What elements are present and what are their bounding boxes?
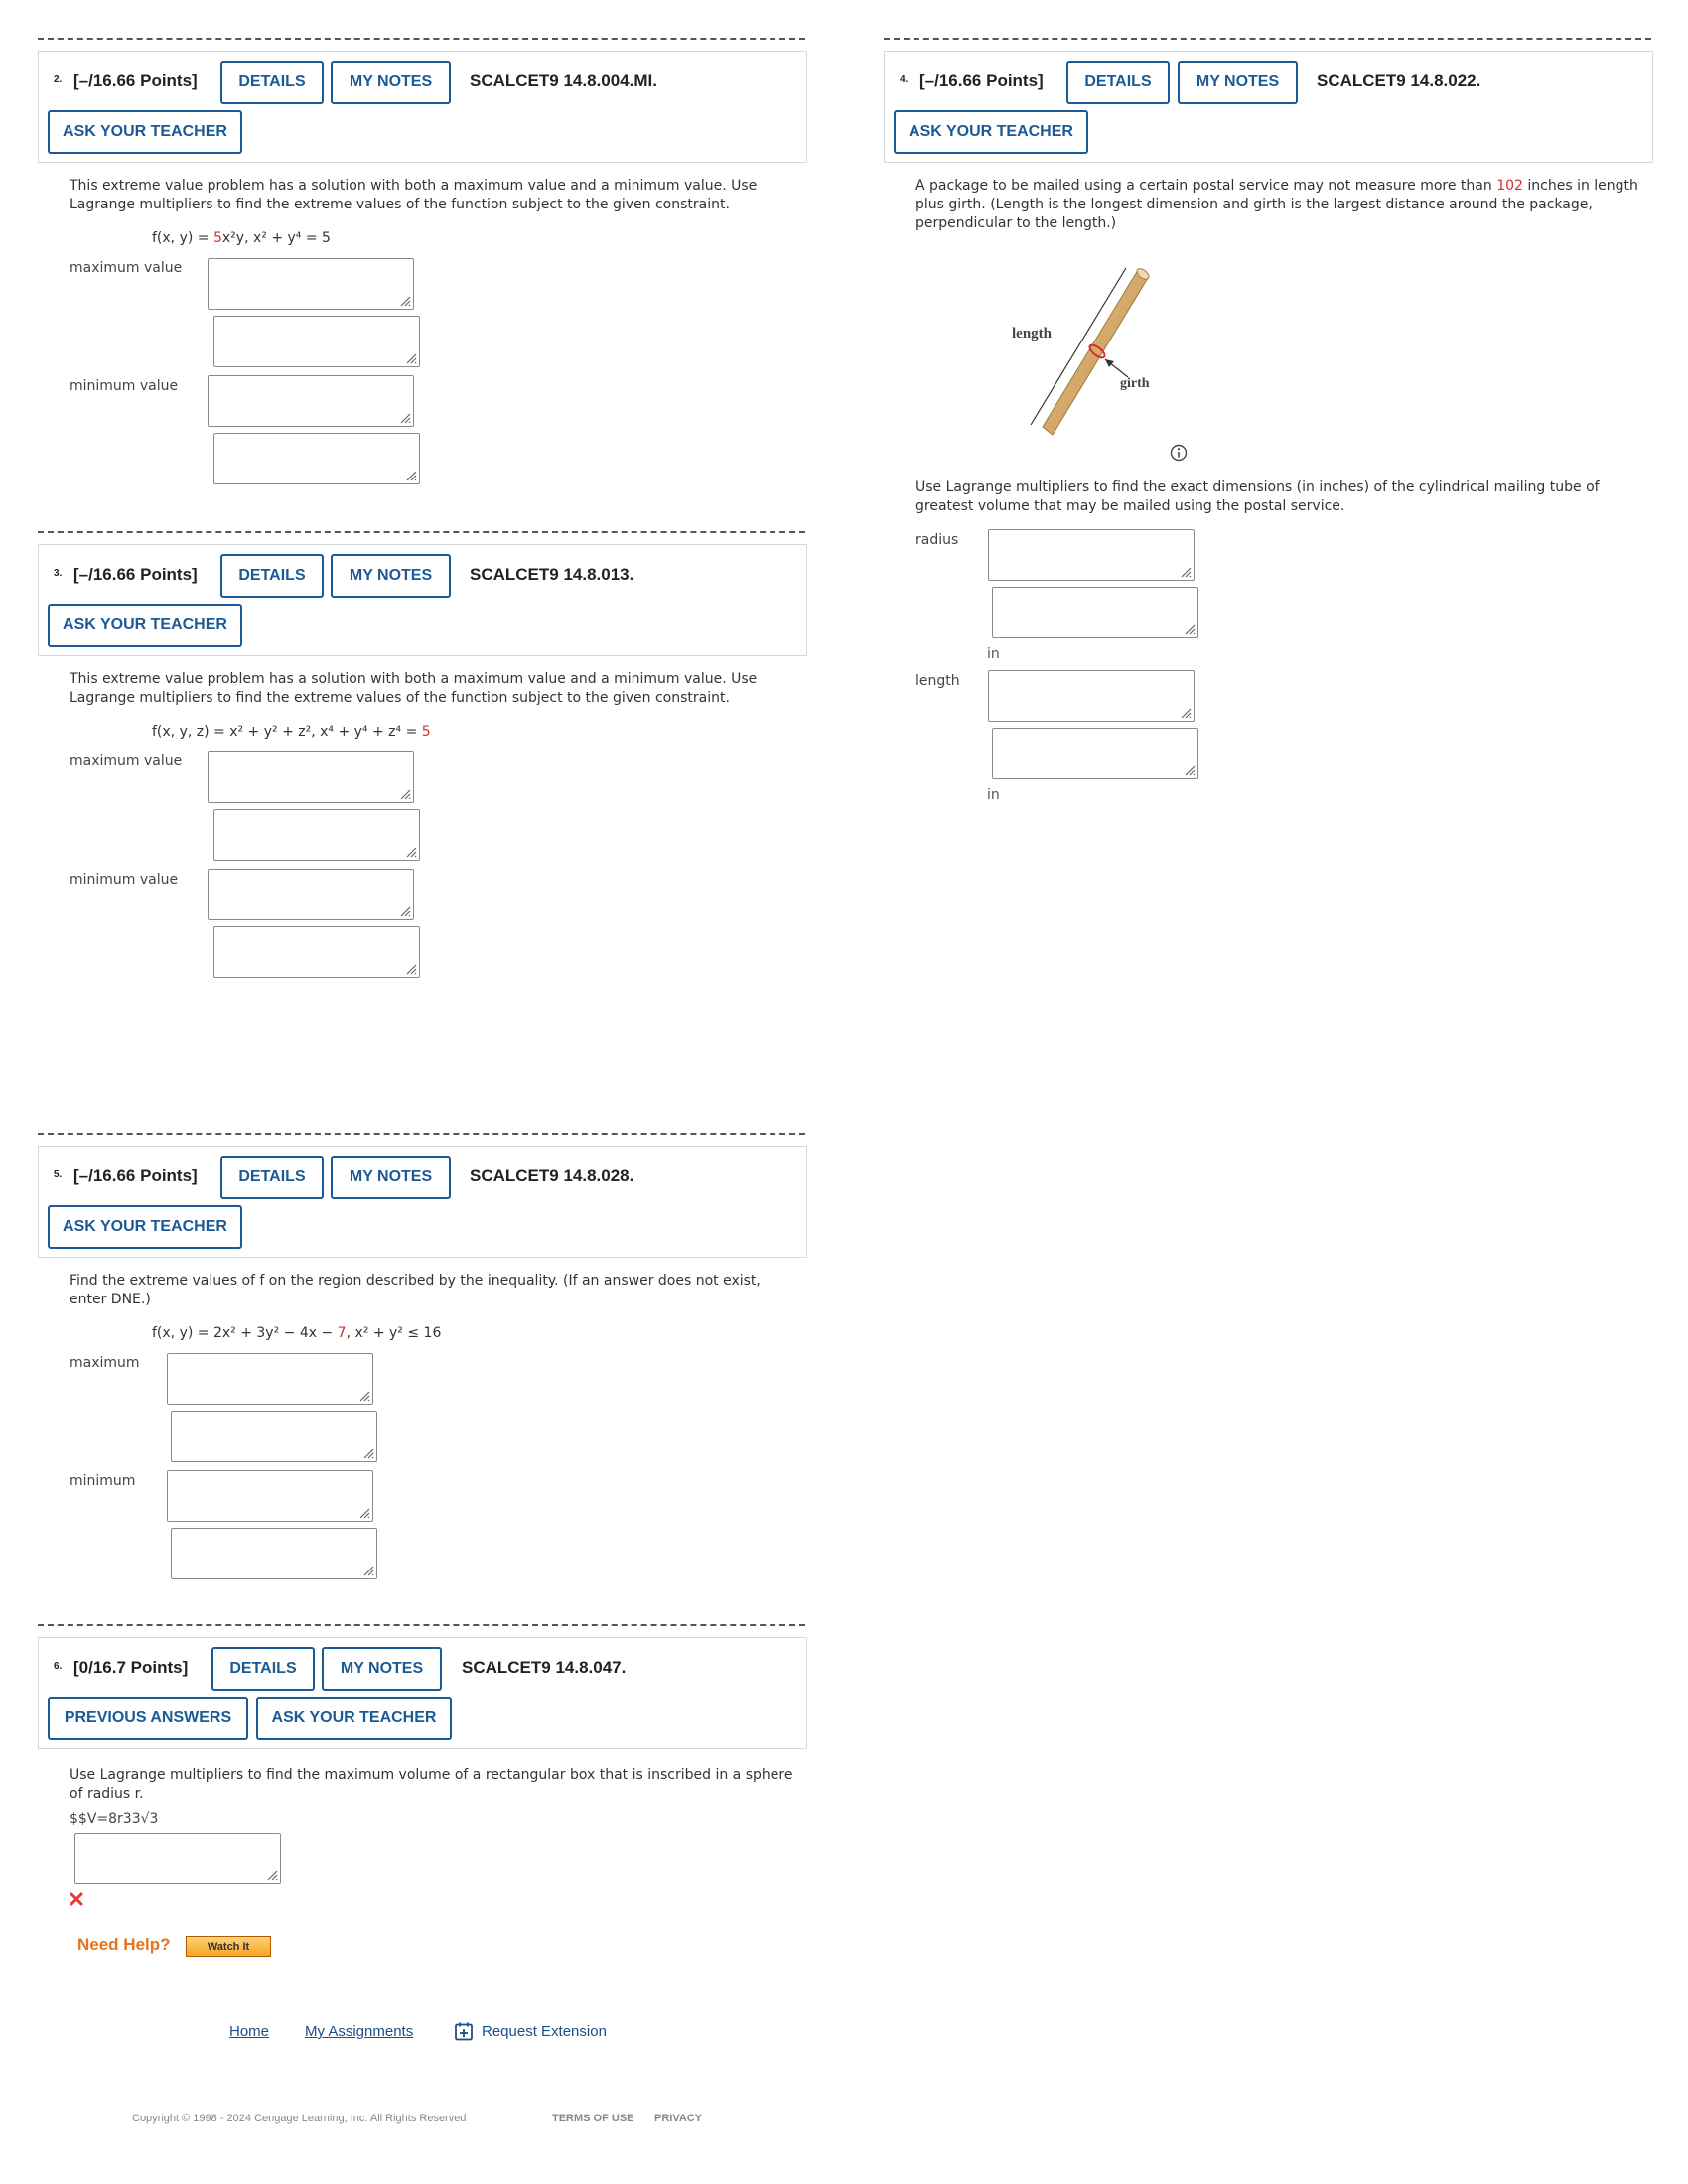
- formula-constant: 7: [337, 1325, 347, 1341]
- length-bracket: [1031, 268, 1126, 425]
- details-button[interactable]: DETAILS: [220, 1156, 324, 1199]
- figure-girth-label: girth: [1120, 376, 1150, 391]
- resize-grip-icon[interactable]: [1182, 621, 1196, 635]
- resize-grip-icon[interactable]: [356, 1388, 370, 1402]
- answer-input[interactable]: [213, 433, 420, 484]
- ask-your-teacher-button[interactable]: ASK YOUR TEACHER: [48, 110, 242, 154]
- answer-input[interactable]: [992, 728, 1198, 779]
- question-number: 3.: [54, 568, 63, 579]
- question-separator: [38, 38, 805, 40]
- question-separator: [38, 531, 805, 533]
- unit-label: in: [987, 787, 1000, 803]
- question-separator: [38, 1624, 805, 1626]
- question-number: 4.: [900, 74, 909, 85]
- prompt-part: inches in length plus girth. (Length is the longest dimension and girth is the largest distance around the package, perpendicular to the length.): [915, 178, 1638, 231]
- resize-grip-icon[interactable]: [356, 1505, 370, 1519]
- privacy-link[interactable]: PRIVACY: [654, 2113, 703, 2124]
- my-assignments-link[interactable]: My Assignments: [305, 2023, 414, 2040]
- question-prompt: Use Lagrange multipliers to find the maximum volume of a rectangular box that is inscribed in a sphere of radius r.: [70, 1767, 793, 1802]
- question-code: SCALCET9 14.8.004.MI.: [470, 71, 657, 90]
- watch-it-button[interactable]: Watch It: [186, 1936, 271, 1957]
- resize-grip-icon[interactable]: [1178, 564, 1192, 578]
- answer-input[interactable]: [208, 751, 414, 803]
- answer-input[interactable]: [167, 1470, 373, 1522]
- formula-part: f(x, y) =: [152, 230, 213, 246]
- ask-your-teacher-button[interactable]: ASK YOUR TEACHER: [256, 1697, 452, 1740]
- answer-input[interactable]: [167, 1353, 373, 1405]
- question-code: SCALCET9 14.8.013.: [470, 565, 634, 584]
- answer-input[interactable]: [992, 587, 1198, 638]
- question-points: [–/16.66 Points]: [73, 1166, 198, 1185]
- previous-answers-button[interactable]: PREVIOUS ANSWERS: [48, 1697, 248, 1740]
- request-extension-link[interactable]: Request Extension: [482, 2023, 607, 2040]
- answer-input[interactable]: [213, 809, 420, 861]
- calendar-plus-icon: [454, 2021, 474, 2041]
- my-notes-button[interactable]: MY NOTES: [331, 554, 451, 598]
- answer-input[interactable]: [213, 926, 420, 978]
- resize-grip-icon[interactable]: [397, 903, 411, 917]
- formula-part: f(x, y) = 2x² + 3y² − 4x −: [152, 1325, 338, 1341]
- question-number: 2.: [54, 74, 63, 85]
- ask-your-teacher-button[interactable]: ASK YOUR TEACHER: [48, 1205, 242, 1249]
- my-notes-button[interactable]: MY NOTES: [1178, 61, 1298, 104]
- formula: [152, 1325, 441, 1341]
- formula-part: x²y, x² + y⁴ = 5: [221, 230, 331, 246]
- formula: [152, 230, 331, 246]
- resize-grip-icon[interactable]: [403, 468, 417, 481]
- prompt-value: 102: [1496, 178, 1523, 194]
- question-points: [–/16.66 Points]: [73, 565, 198, 584]
- question-code: SCALCET9 14.8.028.: [470, 1166, 634, 1185]
- answer-input[interactable]: [171, 1528, 377, 1579]
- resize-grip-icon[interactable]: [1178, 705, 1192, 719]
- minimum-value-label: minimum value: [70, 378, 179, 394]
- maximum-value-label: maximum value: [70, 753, 183, 769]
- my-notes-button[interactable]: MY NOTES: [331, 1156, 451, 1199]
- details-button[interactable]: DETAILS: [220, 554, 324, 598]
- info-icon[interactable]: [1170, 444, 1188, 462]
- resize-grip-icon[interactable]: [403, 961, 417, 975]
- minimum-label: minimum: [70, 1473, 136, 1489]
- ask-your-teacher-button[interactable]: ASK YOUR TEACHER: [894, 110, 1088, 154]
- details-button[interactable]: DETAILS: [220, 61, 324, 104]
- answer-input[interactable]: [988, 529, 1195, 581]
- formula-part: , x² + y² ≤ 16: [346, 1325, 442, 1341]
- resize-grip-icon[interactable]: [360, 1445, 374, 1459]
- resize-grip-icon[interactable]: [403, 844, 417, 858]
- question-prompt: This extreme value problem has a solution with both a maximum value and a minimum value. Use Lagrange multipliers to find the extreme values of the function subject to the given constraint.: [70, 671, 758, 706]
- length-label: length: [915, 673, 960, 689]
- resize-grip-icon[interactable]: [397, 293, 411, 307]
- formula-constant: 5: [421, 724, 431, 740]
- resize-grip-icon[interactable]: [397, 410, 411, 424]
- question-prompt: Find the extreme values of f on the region described by the inequality. (If an answer does not exist, enter DNE.): [70, 1273, 761, 1307]
- maximum-label: maximum: [70, 1355, 140, 1371]
- figure-length-label: length: [1012, 326, 1053, 341]
- question-points: [–/16.66 Points]: [73, 71, 198, 90]
- ask-your-teacher-button[interactable]: ASK YOUR TEACHER: [48, 604, 242, 647]
- question-number: 5.: [54, 1169, 63, 1180]
- question-points: [0/16.7 Points]: [73, 1658, 189, 1677]
- maximum-value-label: maximum value: [70, 260, 183, 276]
- answer-input[interactable]: [74, 1833, 281, 1884]
- home-link[interactable]: Home: [229, 2023, 270, 2040]
- answer-input[interactable]: [208, 869, 414, 920]
- need-help-label: Need Help?: [77, 1935, 171, 1954]
- question-number: 6.: [54, 1661, 63, 1672]
- details-button[interactable]: DETAILS: [211, 1647, 315, 1691]
- question-code: SCALCET9 14.8.022.: [1317, 71, 1481, 90]
- mailing-tube-figure: [1003, 260, 1172, 449]
- copyright-text: Copyright © 1998 - 2024 Cengage Learning, Inc. All Rights Reserved: [132, 2113, 467, 2124]
- girth-arrowhead: [1105, 359, 1114, 367]
- unit-label: in: [987, 646, 1000, 662]
- question-points: [–/16.66 Points]: [919, 71, 1044, 90]
- terms-of-use-link[interactable]: TERMS OF USE: [552, 2113, 634, 2124]
- question-prompt: [915, 177, 1655, 233]
- question-code: SCALCET9 14.8.047.: [462, 1658, 627, 1677]
- answer-input[interactable]: [171, 1411, 377, 1462]
- radius-label: radius: [915, 532, 959, 548]
- question-prompt-2: Use Lagrange multipliers to find the exact dimensions (in inches) of the cylindrical mailing tube of greatest volume that may be mailed using the postal service.: [915, 479, 1600, 514]
- details-button[interactable]: DETAILS: [1066, 61, 1170, 104]
- answer-input[interactable]: [208, 258, 414, 310]
- incorrect-icon: [69, 1891, 84, 1907]
- previous-answer-text: $$V=8r33√3: [70, 1811, 159, 1827]
- resize-grip-icon[interactable]: [403, 350, 417, 364]
- resize-grip-icon[interactable]: [397, 786, 411, 800]
- formula: [152, 724, 431, 740]
- answer-input[interactable]: [213, 316, 420, 367]
- resize-grip-icon[interactable]: [264, 1867, 278, 1881]
- formula-coefficient: 5: [212, 230, 222, 246]
- question-separator: [38, 1133, 805, 1135]
- prompt-part: A package to be mailed using a certain postal service may not measure more than: [915, 178, 1497, 194]
- formula-part: f(x, y, z) = x² + y² + z², x⁴ + y⁴ + z⁴ =: [152, 724, 422, 740]
- answer-input[interactable]: [988, 670, 1195, 722]
- minimum-value-label: minimum value: [70, 872, 179, 887]
- resize-grip-icon[interactable]: [1182, 762, 1196, 776]
- question-separator: [884, 38, 1651, 40]
- tube: [1043, 267, 1151, 435]
- my-notes-button[interactable]: MY NOTES: [331, 61, 451, 104]
- my-notes-button[interactable]: MY NOTES: [322, 1647, 442, 1691]
- answer-input[interactable]: [208, 375, 414, 427]
- resize-grip-icon[interactable]: [360, 1563, 374, 1576]
- question-prompt: This extreme value problem has a solution with both a maximum value and a minimum value. Use Lagrange multipliers to find the extreme values of the function subject to the given constraint.: [70, 178, 758, 212]
